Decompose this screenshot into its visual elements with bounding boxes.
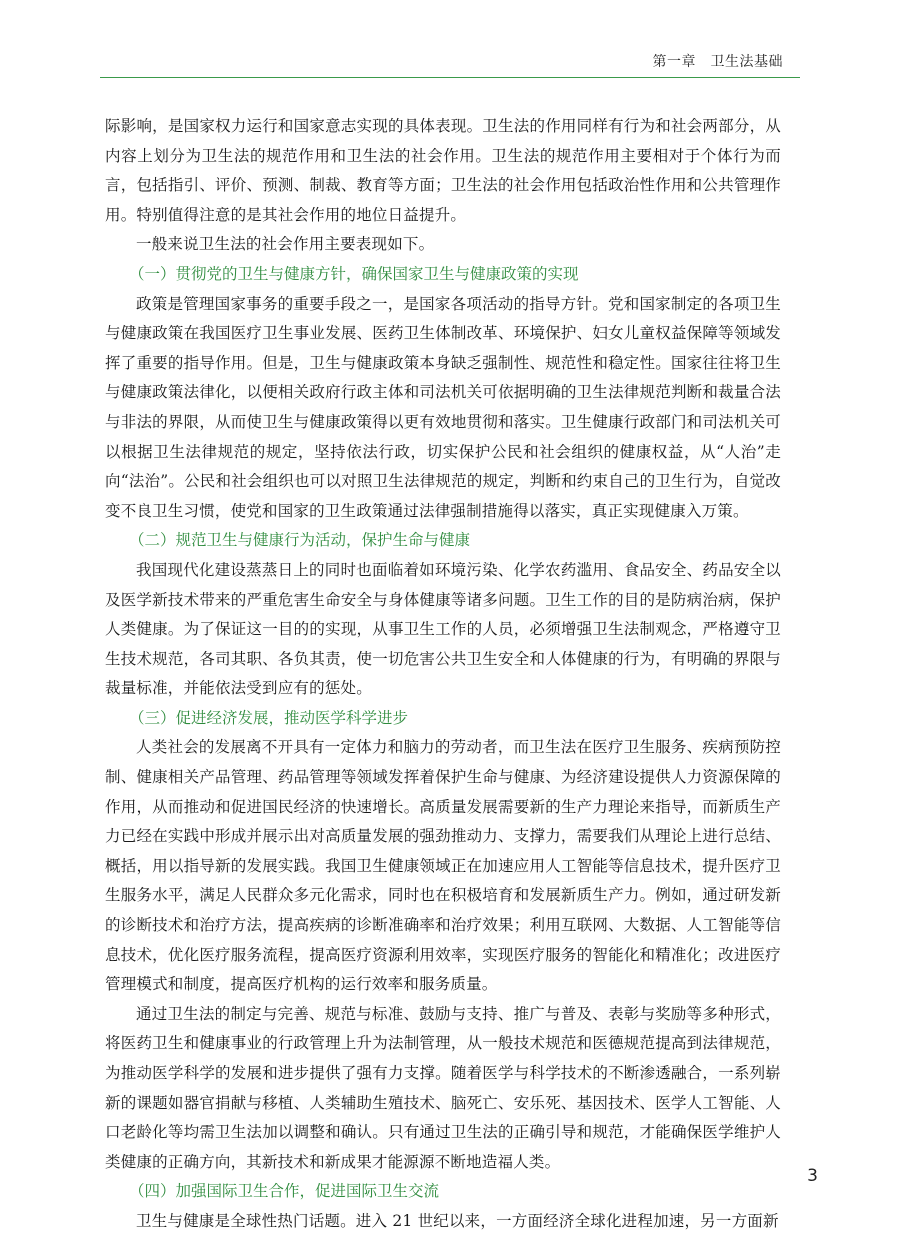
paragraph-1: 际影响，是国家权力运行和国家意志实现的具体表现。卫生法的作用同样有行为和社会两部分，从内容上划分为卫生法的规范作用和卫生法的社会作用。卫生法的规范作用主要相对于个体行为而言，包括指引、评价、预测、制裁、教育等方面；卫生法的社会作用包括政治性作用和公共管理作用。特别值得注意的是其社会作用的地位日益提升。: [105, 117, 781, 224]
section-heading-1: （一）贯彻党的卫生与健康方针，确保国家卫生与健康政策的实现: [129, 264, 579, 283]
paragraph-2: 一般来说卫生法的社会作用主要表现如下。: [136, 235, 435, 254]
paragraph-4: 我国现代化建设蒸蒸日上的同时也面临着如环境污染、化学农药滥用、食品安全、药品安全以及医学新技术带来的严重危害生命安全与身体健康等诸多问题。卫生工作的目的是防病治病，保护人类健康。为了保证这一目的的实现，从事卫生工作的人员，必须增强卫生法制观念，严格遵守卫生技术规范，各司其职、各负其责，使一切危害公共卫生安全和人体健康的行为，有明确的界限与裁量标准，并能依法受到应有的惩处。: [105, 560, 781, 698]
page-number: 3: [807, 1166, 818, 1186]
section-heading-4: （四）加强国际卫生合作，促进国际卫生交流: [129, 1182, 440, 1201]
paragraph-6: 通过卫生法的制定与完善、规范与标准、鼓励与支持、推广与普及、表彰与奖励等多种形式，将医药卫生和健康事业的行政管理上升为法制管理，从一般技术规范和医德规范提高到法律规范，为推动医学科学的发展和进步提供了强有力支撑。随着医学与科学技术的不断渗透融合，一系列崭新的课题如器官捐献与移植、人类辅助生殖技术、脑死亡、安乐死、基因技术、医学人工智能、人口老龄化等均需卫生法加以调整和确认。只有通过卫生法的正确引导和规范，才能确保医学维护人类健康的正确方向，其新技术和新成果才能源源不断地造福人类。: [105, 1004, 781, 1171]
paragraph-5: 人类社会的发展离不开具有一定体力和脑力的劳动者，而卫生法在医疗卫生服务、疾病预防控制、健康相关产品管理、药品管理等领域发挥着保护生命与健康、为经济建设提供人力资源保障的作用，从而推动和促进国民经济的快速增长。高质量发展需要新的生产力理论来指导，而新质生产力已经在实践中形成并展示出对高质量发展的强劲推动力、支撑力，需要我们从理论上进行总结、概括，用以指导新的发展实践。我国卫生健康领域正在加速应用人工智能等信息技术，提升医疗卫生服务水平，满足人民群众多元化需求，同时也在积极培育和发展新质生产力。例如，通过研发新的诊断技术和治疗方法，提高疾病的诊断准确率和治疗效果；利用互联网、大数据、人工智能等信息技术，优化医疗服务流程，提高医疗资源利用效率，实现医疗服务的智能化和精准化；改进医疗管理模式和制度，提高医疗机构的运行效率和服务质量。: [105, 738, 781, 994]
section-heading-3: （三）促进经济发展，推动医学科学进步: [129, 708, 409, 727]
paragraph-3: 政策是管理国家事务的重要手段之一，是国家各项活动的指导方针。党和国家制定的各项卫生与健康政策在我国医疗卫生事业发展、医药卫生体制改革、环境保护、妇女儿童权益保障等领域发挥了重要的指导作用。但是，卫生与健康政策本身缺乏强制性、规范性和稳定性。国家往往将卫生与健康政策法律化，以便相关政府行政主体和司法机关可依据明确的卫生法律规范判断和裁量合法与非法的界限，从而使卫生与健康政策得以更有效地贯彻和落实。卫生健康行政部门和司法机关可以根据卫生法律规范的规定，坚持依法行政，切实保护公民和社会组织的健康权益，从“人治”走向“法治”。公民和社会组织也可以对照卫生法律规范的规定，判断和约束自己的卫生行为，自觉改变不良卫生习惯，使党和国家的卫生政策通过法律强制措施得以落实，真正实现健康入万策。: [105, 294, 781, 520]
section-heading-2: （二）规范卫生与健康行为活动，保护生命与健康: [129, 531, 471, 550]
running-header: 第一章 卫生法基础: [652, 54, 783, 70]
header-rule: [100, 77, 800, 78]
page-body: [105, 112, 781, 1237]
paragraph-7: 卫生与健康是全球性热门话题。进入 21 世纪以来，一方面经济全球化进程加速，另一方面新: [136, 1211, 779, 1230]
